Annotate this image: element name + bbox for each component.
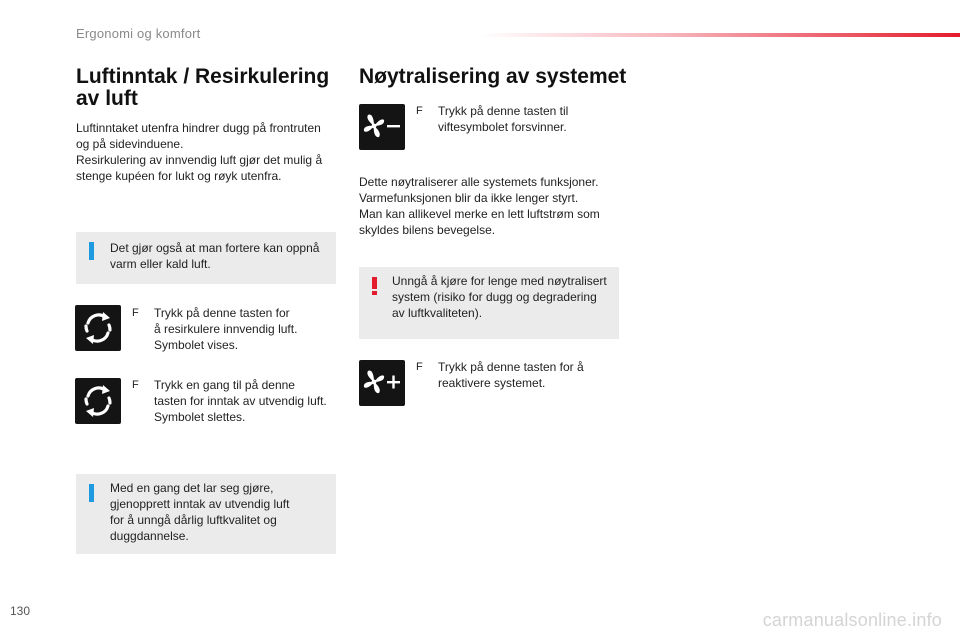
text-line: og på sidevinduene. (76, 137, 184, 151)
info-icon (89, 242, 94, 260)
page-number: 130 (10, 604, 31, 618)
step-arrow-icon: F (132, 379, 139, 391)
text-line: system (risiko for dugg og degradering (392, 290, 597, 304)
left-intro-paragraph (76, 120, 346, 184)
right-body-paragraph (359, 174, 629, 238)
recirculation-button[interactable] (75, 305, 121, 351)
text-line: skyldes bilens bevegelse. (359, 223, 496, 237)
text-line: Dette nøytraliserer alle systemets funksjoner. (359, 175, 599, 189)
header-accent-bar (480, 33, 960, 37)
text-line: Trykk på denne tasten for (154, 306, 290, 320)
fan-minus-icon (359, 104, 405, 150)
text-line: Trykk på denne tasten for å (438, 360, 584, 374)
text-line: viftesymbolet forsvinner. (438, 120, 567, 134)
info-icon (89, 484, 94, 502)
text-line: Trykk på denne tasten til (438, 104, 569, 118)
text-line: Symbolet slettes. (154, 410, 246, 424)
info-box-restore (76, 474, 336, 554)
text-line: Man kan allikevel merke en lett luftstrøm som (359, 207, 600, 221)
step-arrow-icon: F (132, 307, 139, 319)
text-line: reaktivere systemet. (438, 376, 546, 390)
text-line: Unngå å kjøre for lenge med nøytralisert (392, 274, 607, 288)
watermark: carmanualsonline.info (762, 610, 942, 630)
left-section-title (76, 66, 336, 110)
recirculation-button-off[interactable] (75, 378, 121, 424)
text-line: stenge kupéen for lukt og røyk utenfra. (76, 169, 282, 183)
warning-box (359, 267, 619, 339)
text-line: gjenopprett inntak av utvendig luft (110, 497, 290, 511)
text-line: Med en gang det lar seg gjøre, (110, 481, 274, 495)
info-box-faster (76, 232, 336, 284)
text-line: å resirkulere innvendig luft. (154, 322, 298, 336)
step-arrow-icon: F (416, 105, 423, 117)
text-line: av luftkvaliteten). (392, 306, 483, 320)
recirculation-icon (75, 378, 121, 424)
step-arrow-icon: F (416, 361, 423, 373)
text-line: Det gjør også at man fortere kan oppnå (110, 241, 320, 255)
left-title-line: Luftinntak / Resirkulering (76, 65, 330, 88)
fan-plus-button[interactable] (359, 360, 405, 406)
text-line: Varmefunksjonen blir da ikke lenger styrt. (359, 191, 579, 205)
fan-plus-icon (359, 360, 405, 406)
section-header: Ergonomi og komfort (76, 26, 201, 41)
text-line: varm eller kald luft. (110, 257, 211, 271)
text-line: Luftinntaket utenfra hindrer dugg på frontruten (76, 121, 321, 135)
right-section-title: Nøytralisering av systemet (359, 65, 627, 88)
text-line: duggdannelse. (110, 529, 189, 543)
text-line: Trykk en gang til på denne (154, 378, 295, 392)
text-line: Resirkulering av innvendig luft gjør det mulig å (76, 153, 323, 167)
recirculation-icon (75, 305, 121, 351)
fan-minus-button[interactable] (359, 104, 405, 150)
text-line: Symbolet vises. (154, 338, 239, 352)
text-line: for å unngå dårlig luftkvalitet og (110, 513, 277, 527)
warning-icon (372, 277, 377, 295)
left-title-line: av luft (76, 87, 138, 110)
text-line: tasten for inntak av utvendig luft. (154, 394, 327, 408)
